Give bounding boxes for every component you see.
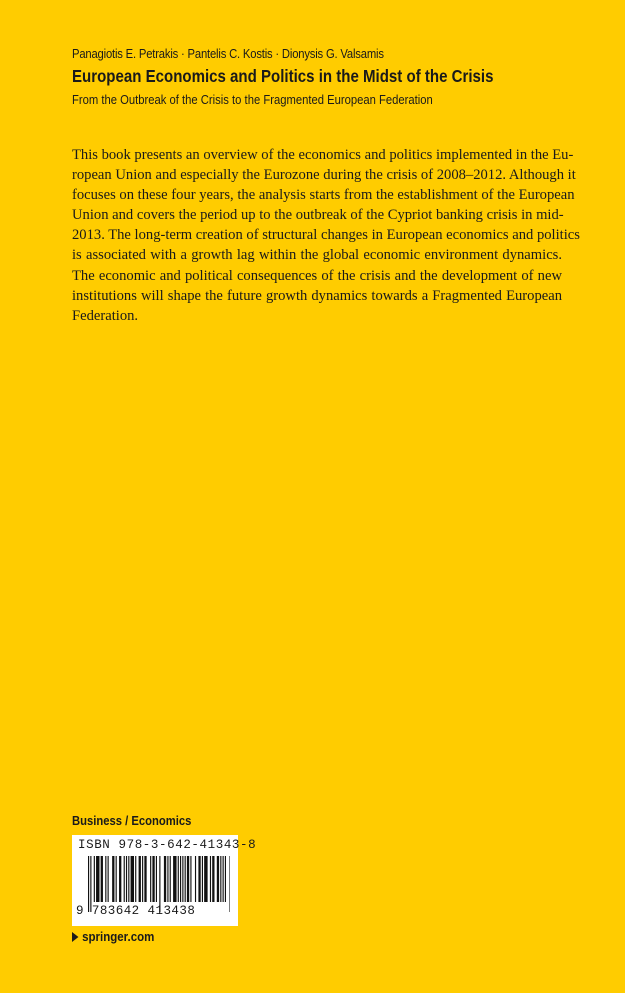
barcode-bar <box>195 856 196 902</box>
barcode-bar <box>204 856 207 902</box>
barcode-bar <box>105 856 106 902</box>
barcode-bar <box>112 856 114 902</box>
book-title: European Economics and Politics in the Midst of the Crisis <box>72 66 494 86</box>
category-label: Business / Economics <box>72 814 192 828</box>
blurb-line: 2013. The long-term creation of structural changes in European economics and politics <box>72 227 580 244</box>
website-label: springer.com <box>82 930 155 944</box>
barcode-bar <box>139 856 141 902</box>
barcode-bar <box>94 856 95 902</box>
publisher-link[interactable] <box>72 930 154 944</box>
barcode-bar <box>126 856 127 902</box>
barcode-bar <box>164 856 166 902</box>
barcode-bar <box>108 856 109 902</box>
barcode-bar <box>225 856 226 902</box>
barcode-bar <box>101 856 103 902</box>
barcode-bar <box>150 856 151 902</box>
barcode-bar <box>223 856 224 902</box>
isbn-label: ISBN 978-3-642-41343-8 <box>78 838 257 852</box>
arrow-right-icon <box>72 932 78 942</box>
barcode-bar <box>144 856 146 902</box>
blurb-line: This book presents an overview of the economics and politics implemented in the Eu- <box>72 147 574 163</box>
barcode-bar <box>217 856 219 902</box>
barcode-bar <box>142 856 143 902</box>
barcode-bar <box>210 856 211 902</box>
barcode-digits: 9 783642 413438 <box>76 904 196 918</box>
barcode-bar <box>135 856 136 902</box>
barcode-bar <box>170 856 171 902</box>
barcode-bar <box>198 856 200 902</box>
barcode-bar <box>202 856 203 902</box>
barcode-bar <box>152 856 154 902</box>
barcode <box>72 835 257 926</box>
barcode-bar <box>220 856 221 902</box>
barcode-bar <box>96 856 99 902</box>
blurb-line: Federation. <box>72 307 139 324</box>
blurb-line: The economic and political consequences of the crisis and the development of new <box>72 267 562 284</box>
blurb-line: Union and covers the period up to the outbreak of the Cypriot banking crisis in mid- <box>72 207 564 224</box>
barcode-bar <box>190 856 191 902</box>
barcode-bar <box>156 856 157 902</box>
barcode-bar <box>167 856 168 902</box>
blurb-line: focuses on these four years, the analysis starts from the establishment of the European <box>72 187 575 204</box>
barcode-bar <box>119 856 121 902</box>
barcode-bar <box>124 856 125 902</box>
authors: Panagiotis E. Petrakis · Pantelis C. Kostis · Dionysis G. Valsamis <box>72 47 384 61</box>
blurb <box>72 145 580 326</box>
barcode-bar <box>212 856 214 902</box>
book-subtitle: From the Outbreak of the Crisis to the Fragmented European Federation <box>72 93 433 107</box>
blurb-line: institutions will shape the future growth dynamics towards a Fragmented European <box>72 287 562 304</box>
barcode-bar <box>187 856 189 902</box>
barcode-bar <box>128 856 129 902</box>
blurb-line: ropean Union and especially the Eurozone during the crisis of 2008–2012. Although it <box>72 167 576 184</box>
blurb-line: is associated with a growth lag within the global economic environment dynamics. <box>72 247 562 264</box>
barcode-bar <box>131 856 134 902</box>
barcode-bar <box>173 856 176 902</box>
barcode-bar <box>180 856 181 902</box>
barcode-bar <box>178 856 179 902</box>
barcode-bar <box>116 856 117 902</box>
barcode-bar <box>229 856 230 912</box>
barcode-bar <box>182 856 183 902</box>
barcode-bar <box>185 856 186 902</box>
